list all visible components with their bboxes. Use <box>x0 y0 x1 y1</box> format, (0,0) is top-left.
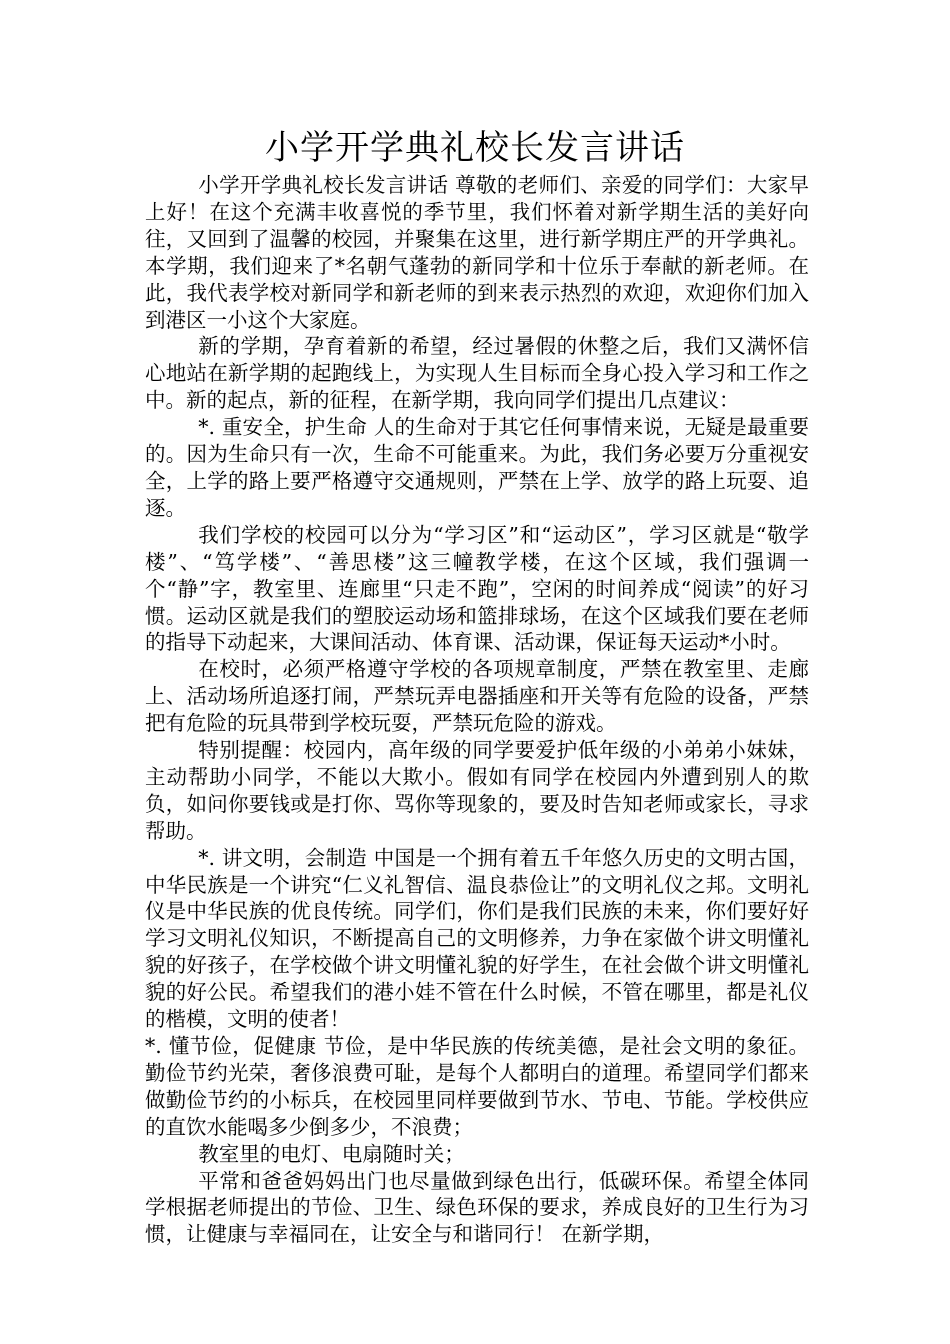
paragraph-thrift: *. 懂节俭，促健康 节俭，是中华民族的传统美德，是社会文明的象征。勤俭节约光荣，奢侈浪费可耻，是每个人都明白的道理。希望同学们都来做勤俭节约的小标兵，在校园里同样要做到节水、节电、节能。学校供应的直饮水能喝多少倒多少，不浪费； <box>145 1034 809 1139</box>
paragraph-safety: *. 重安全，护生命 人的生命对于其它任何事情来说，无疑是最重要的。因为生命只有一次，生命不可能重来。为此，我们务必要万分重视安全，上学的路上要严格遵守交通规则，严禁在上学、放学的路上玩耍、追逐。 <box>145 415 809 520</box>
document-body <box>145 172 809 1248</box>
paragraph-civility: *. 讲文明，会制造 中国是一个拥有着五千年悠久历史的文明古国，中华民族是一个讲究“仁义礼智信、温良恭俭让”的文明礼仪之邦。文明礼仪是中华民族的优良传统。同学们，你们是我们民族的未来，你们要好好学习文明礼仪知识，不断提高自己的文明修养，力争在家做个讲文明懂礼貌的好孩子，在学校做个讲文明懂礼貌的好学生，在社会做个讲文明懂礼貌的好公民。希望我们的港小娃不管在什么时候，不管在哪里，都是礼仪的楷模，文明的使者！ <box>145 845 809 1032</box>
paragraph-campus-zones: 我们学校的校园可以分为“学习区”和“运动区”，学习区就是“敬学楼”、“笃学楼”、“善思楼”这三幢教学楼，在这个区域，我们强调一个“静”字，教室里、连廊里“只走不跑”，空闲的时间养成“阅读”的好习惯。运动区就是我们的塑胶运动场和篮排球场，在这个区域我们要在老师的指导下动起来，大课间活动、体育课、活动课，保证每天运动*小时。 <box>145 522 809 655</box>
paragraph-green-travel: 平常和爸爸妈妈出门也尽量做到绿色出行，低碳环保。希望全体同学根据老师提出的节俭、卫生、绿色环保的要求，养成良好的卫生行为习惯，让健康与幸福同在，让安全与和谐同行！ 在新学期， <box>145 1168 809 1247</box>
paragraph-greeting: 小学开学典礼校长发言讲话 尊敬的老师们、亲爱的同学们：大家早上好！在这个充满丰收喜悦的季节里，我们怀着对新学期生活的美好向往，又回到了温馨的校园，并聚集在这里，进行新学期庄严的开学典礼。本学期，我们迎来了*名朝气蓬勃的新同学和十位乐于奉献的新老师。在此，我代表学校对新同学和新老师的到来表示热烈的欢迎，欢迎你们加入到港区一小这个大家庭。 <box>145 173 809 332</box>
paragraph-special-reminder: 特别提醒：校园内，高年级的同学要爱护低年级的小弟弟小妹妹，主动帮助小同学，不能以大欺小。假如有同学在校园内外遭到别人的欺负，如问你要钱或是打你、骂你等现象的，要及时告知老师或家长，寻求帮助。 <box>145 738 809 843</box>
paragraph-classroom-lights: 教室里的电灯、电扇随时关； <box>198 1141 465 1166</box>
document-title: 小学开学典礼校长发言讲话 <box>265 128 685 168</box>
paragraph-school-rules: 在校时，必须严格遵守学校的各项规章制度，严禁在教室里、走廊上、活动场所追逐打闹，严禁玩弄电器插座和开关等有危险的设备，严禁把有危险的玩具带到学校玩耍，严禁玩危险的游戏。 <box>145 657 809 736</box>
paragraph-new-semester: 新的学期，孕育着新的希望，经过暑假的休整之后，我们又满怀信心地站在新学期的起跑线上，为实现人生目标而全身心投入学习和工作之中。新的起点，新的征程，在新学期，我向同学们提出几点建议： <box>145 334 809 413</box>
